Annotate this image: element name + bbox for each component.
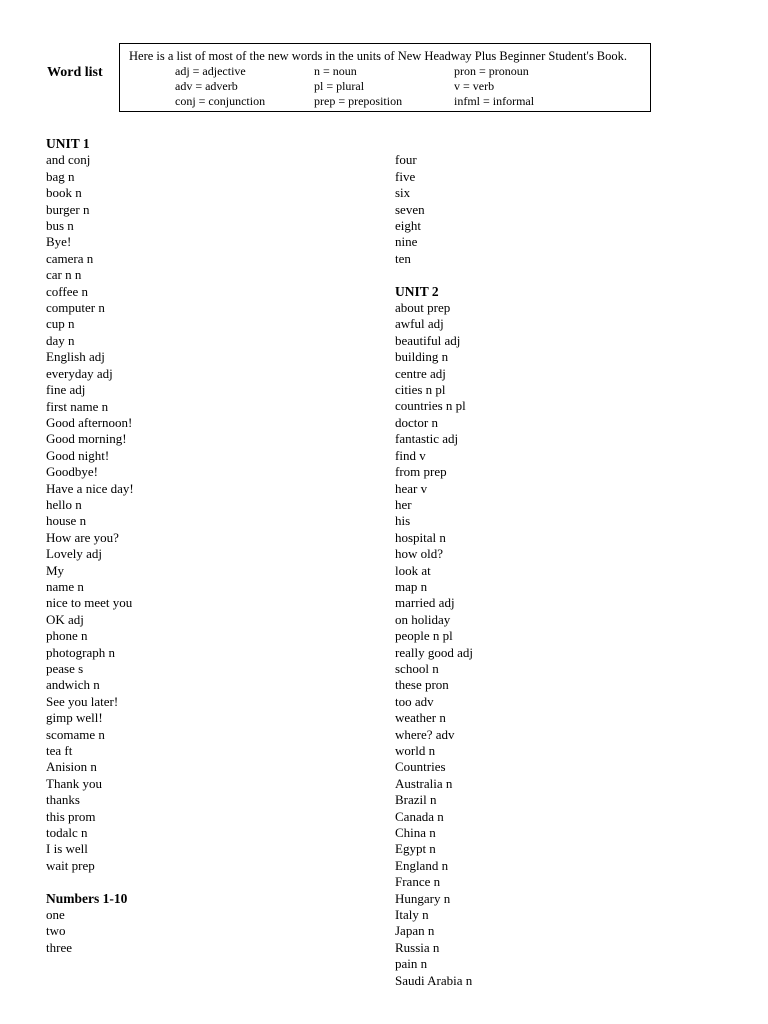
- word-entry: countries n pl: [395, 398, 466, 414]
- word-entry: where? adv: [395, 726, 455, 742]
- legend-grid: [175, 64, 594, 109]
- word-entry: Brazil n: [395, 792, 437, 808]
- word-entry: hospital n: [395, 529, 446, 545]
- word-entry: nine: [395, 234, 418, 250]
- word-entry: wait prep: [46, 857, 95, 873]
- unit-2-word-list: [395, 300, 473, 989]
- word-entry: Bye!: [46, 234, 72, 250]
- word-entry: look at: [395, 562, 431, 578]
- word-entry: Anision n: [46, 759, 97, 775]
- word-entry: her: [395, 496, 412, 512]
- word-entry: eight: [395, 218, 421, 234]
- word-entry: China n: [395, 825, 436, 841]
- word-entry: five: [395, 168, 416, 184]
- word-entry: these pron: [395, 677, 449, 693]
- legend-abbreviation: n = noun: [314, 64, 357, 78]
- word-entry: English adj: [46, 349, 105, 365]
- word-entry: about prep: [395, 300, 451, 316]
- word-entry: from prep: [395, 464, 447, 480]
- word-entry: pease s: [46, 661, 84, 676]
- word-entry: school n: [395, 660, 439, 676]
- word-entry: two: [46, 923, 66, 939]
- word-entry: phone n: [46, 628, 88, 644]
- word-entry: France n: [395, 874, 441, 890]
- page-title: Word list: [47, 65, 103, 80]
- word-entry: Countries: [395, 759, 446, 775]
- numbers-word-list: [46, 907, 134, 956]
- word-entry: fantastic adj: [395, 431, 459, 447]
- word-entry: car n n: [46, 267, 82, 283]
- left-column: [46, 136, 134, 956]
- word-entry: weather n: [395, 710, 446, 726]
- word-entry: book n: [46, 185, 82, 201]
- word-entry: bag n: [46, 168, 75, 184]
- unit-2-heading: UNIT 2: [395, 283, 439, 299]
- legend-abbreviation: pron = pronoun: [454, 64, 529, 78]
- word-entry: My: [46, 562, 65, 578]
- word-entry: four: [395, 152, 417, 168]
- word-entry: on holiday: [395, 611, 451, 627]
- spacer: [46, 874, 134, 890]
- word-entry: house n: [46, 513, 87, 529]
- word-entry: Have a nice day!: [46, 480, 134, 496]
- word-entry: this prom: [46, 808, 96, 824]
- word-entry: photograph n: [46, 644, 115, 660]
- legend-abbreviation: infml = informal: [454, 94, 535, 108]
- word-entry: building n: [395, 349, 449, 365]
- word-entry: Italy n: [395, 907, 429, 923]
- word-entry: Japan n: [395, 923, 435, 939]
- word-entry: gimp well!: [46, 710, 103, 726]
- word-entry: cities n pl: [395, 382, 446, 398]
- word-entry: Good night!: [46, 447, 110, 463]
- word-entry: fine adj: [46, 382, 86, 398]
- word-entry: ten: [395, 250, 411, 266]
- word-entry: people n pl: [395, 628, 453, 644]
- word-entry: name n: [46, 578, 84, 594]
- word-entry: Goodbye!: [46, 464, 98, 480]
- right-column: [395, 152, 473, 989]
- word-entry: hear v: [395, 480, 428, 496]
- word-entry: Saudi Arabia n: [395, 972, 473, 988]
- word-entry: How are you?: [46, 529, 119, 545]
- word-entry: camera n: [46, 250, 94, 266]
- word-entry: and conj: [46, 152, 91, 168]
- word-entry: day n: [46, 332, 75, 348]
- word-entry: three: [46, 939, 72, 955]
- word-entry: England n: [395, 857, 449, 873]
- legend-abbreviation: pl = plural: [314, 79, 365, 93]
- word-entry: Hungary n: [395, 890, 451, 906]
- word-entry: thanks: [46, 792, 80, 808]
- word-entry: first name n: [46, 398, 109, 414]
- word-entry: burger n: [46, 201, 90, 217]
- word-entry: Russia n: [395, 939, 440, 955]
- legend-abbreviation: adj = adjective: [175, 64, 246, 78]
- word-entry: his: [395, 513, 411, 529]
- word-entry: Good afternoon!: [46, 414, 133, 430]
- word-entry: awful adj: [395, 316, 444, 332]
- legend-abbreviation: v = verb: [454, 79, 495, 93]
- word-entry: OK adj: [46, 611, 84, 627]
- word-entry: pain n: [395, 956, 428, 972]
- word-entry: bus n: [46, 218, 74, 234]
- word-entry: scomame n: [46, 726, 105, 742]
- word-entry: andwich n: [46, 677, 100, 693]
- word-entry: really good adj: [395, 644, 473, 660]
- word-entry: hello n: [46, 496, 82, 512]
- word-entry: too adv: [395, 693, 434, 709]
- legend-abbreviation: adv = adverb: [175, 79, 238, 93]
- word-entry: I is well: [46, 841, 88, 857]
- spacer: [395, 267, 473, 283]
- word-entry: six: [395, 185, 411, 201]
- word-entry: find v: [395, 447, 426, 463]
- word-entry: Canada n: [395, 808, 444, 824]
- word-entry: tea ft: [46, 743, 73, 759]
- word-entry: one: [46, 907, 65, 923]
- legend-abbreviation: prep = preposition: [314, 94, 403, 108]
- word-entry: world n: [395, 743, 436, 758]
- word-entry: nice to meet you: [46, 595, 133, 611]
- word-entry: Lovely adj: [46, 546, 102, 562]
- legend-abbreviation: conj = conjunction: [175, 94, 266, 108]
- word-entry: todalc n: [46, 825, 88, 841]
- legend-intro: Here is a list of most of the new words in the units of New Headway Plus Beginner Student's Book.: [129, 49, 628, 63]
- unit-1-heading: UNIT 1: [46, 136, 90, 151]
- word-entry: doctor n: [395, 414, 438, 430]
- abbreviation-legend: [119, 43, 651, 112]
- word-entry: Egypt n: [395, 841, 436, 857]
- word-entry: coffee n: [46, 283, 88, 299]
- word-entry: how old?: [395, 546, 444, 562]
- unit-1-word-list: [46, 152, 134, 874]
- word-entry: married adj: [395, 595, 455, 611]
- word-entry: computer n: [46, 300, 105, 316]
- word-entry: map n: [395, 578, 428, 594]
- word-entry: Australia n: [395, 775, 453, 791]
- word-entry: centre adj: [395, 365, 446, 381]
- word-entry: everyday adj: [46, 365, 113, 381]
- word-entry: seven: [395, 201, 425, 217]
- word-entry: beautiful adj: [395, 332, 461, 348]
- word-entry: See you later!: [46, 693, 119, 709]
- numbers-continued-list: [395, 152, 473, 267]
- word-entry: cup n: [46, 316, 75, 332]
- word-entry: Good morning!: [46, 431, 127, 447]
- numbers-heading: Numbers 1-10: [46, 890, 128, 906]
- word-entry: Thank you: [46, 775, 102, 791]
